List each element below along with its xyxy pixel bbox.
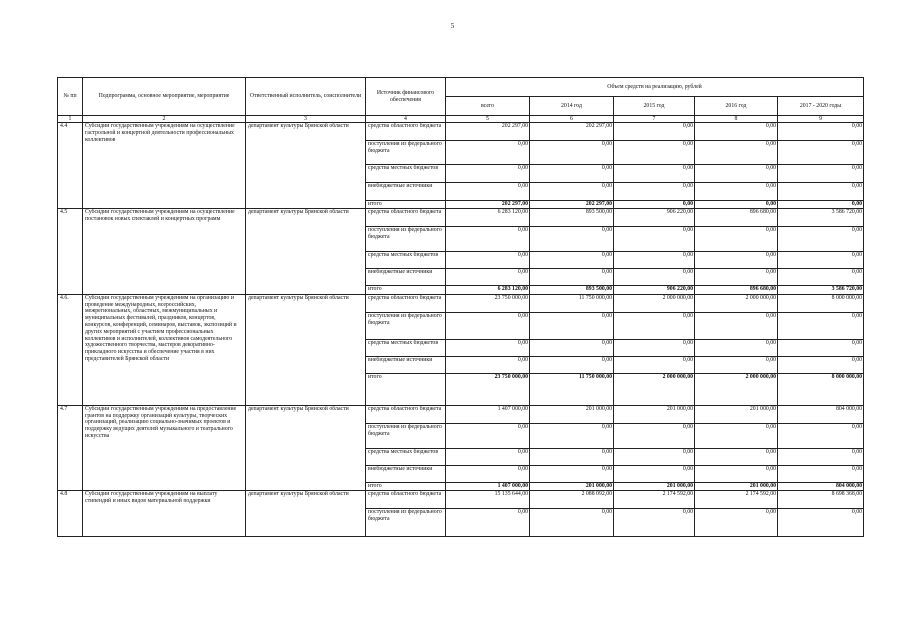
total-value: 0,00 (614, 201, 695, 209)
table-row (58, 123, 864, 141)
funding-source: средства местных бюджетов (366, 448, 446, 465)
funding-source: средства областного бюджета (366, 405, 446, 423)
total-value: 2 000 000,00 (695, 373, 778, 405)
total-value: 1 407 000,00 (446, 482, 530, 490)
amount-value: 0,00 (614, 339, 695, 356)
amount-value: 0,00 (778, 141, 864, 165)
total-value: 893 500,00 (530, 285, 614, 294)
amount-value: 0,00 (530, 165, 614, 183)
executor: департамент культуры Брянской области (246, 405, 366, 490)
amount-value: 0,00 (778, 508, 864, 536)
amount-value: 0,00 (695, 312, 778, 339)
amount-value: 0,00 (695, 251, 778, 268)
amount-value: 0,00 (530, 141, 614, 165)
amount-value: 2 088 092,00 (530, 490, 614, 508)
header-executor: Ответственный исполнитель, соисполнители (246, 78, 366, 116)
total-value: 804 000,00 (778, 482, 864, 490)
header-2015: 2015 год (614, 97, 695, 116)
total-value: 11 750 000,00 (530, 373, 614, 405)
amount-value: 202 297,00 (446, 123, 530, 141)
total-value: 201 000,00 (530, 482, 614, 490)
header-2014: 2014 год (530, 97, 614, 116)
amount-value: 0,00 (614, 356, 695, 373)
total-value: 23 750 000,00 (446, 373, 530, 405)
amount-value: 0,00 (614, 251, 695, 268)
amount-value: 0,00 (778, 268, 864, 285)
amount-value: 0,00 (695, 123, 778, 141)
amount-value: 0,00 (695, 141, 778, 165)
amount-value: 2 174 592,00 (614, 490, 695, 508)
header-volume: Объем средств на реализацию, рублей (446, 78, 864, 97)
amount-value: 0,00 (446, 268, 530, 285)
amount-value: 0,00 (446, 312, 530, 339)
amount-value: 0,00 (446, 423, 530, 448)
column-index: 8 (695, 116, 778, 123)
activity-description: Субсидии государственным учреждениям на выплату стипендий и иных видов материальной поддержки (83, 490, 246, 536)
total-label: итого (366, 285, 446, 294)
amount-value: 201 000,00 (530, 405, 614, 423)
amount-value: 0,00 (530, 339, 614, 356)
amount-value: 0,00 (614, 423, 695, 448)
amount-value: 0,00 (778, 183, 864, 201)
amount-value: 0,00 (614, 183, 695, 201)
amount-value: 2 174 592,00 (695, 490, 778, 508)
total-value: 896 680,00 (695, 285, 778, 294)
amount-value: 8 000 000,00 (778, 294, 864, 312)
amount-value: 0,00 (446, 465, 530, 482)
amount-value: 2 000 000,00 (695, 294, 778, 312)
column-index: 1 (58, 116, 83, 123)
amount-value: 0,00 (695, 448, 778, 465)
funding-source: внебюджетные источники (366, 356, 446, 373)
amount-value: 0,00 (446, 183, 530, 201)
total-label: итого (366, 201, 446, 209)
amount-value: 0,00 (695, 508, 778, 536)
amount-value: 0,00 (530, 251, 614, 268)
amount-value: 893 500,00 (530, 208, 614, 226)
amount-value: 0,00 (695, 423, 778, 448)
amount-value: 0,00 (778, 423, 864, 448)
table-row (58, 405, 864, 423)
amount-value: 0,00 (530, 356, 614, 373)
amount-value: 896 680,00 (695, 208, 778, 226)
amount-value: 0,00 (530, 226, 614, 251)
column-index: 3 (246, 116, 366, 123)
column-index: 4 (366, 116, 446, 123)
row-number: 4.7 (58, 405, 83, 490)
total-value: 201 000,00 (614, 482, 695, 490)
header-total: всего (446, 97, 530, 116)
funding-source: средства областного бюджета (366, 123, 446, 141)
executor: департамент культуры Брянской области (246, 490, 366, 536)
table-row (58, 294, 864, 312)
amount-value: 15 135 644,00 (446, 490, 530, 508)
page-number: 5 (450, 22, 455, 30)
funding-source: поступления из федерального бюджета (366, 312, 446, 339)
amount-value: 0,00 (530, 508, 614, 536)
amount-value: 0,00 (614, 141, 695, 165)
table-body (58, 123, 864, 537)
funding-source: поступления из федерального бюджета (366, 226, 446, 251)
row-number: 4.5 (58, 208, 83, 294)
total-value: 0,00 (778, 201, 864, 209)
column-index: 7 (614, 116, 695, 123)
amount-value: 0,00 (778, 448, 864, 465)
column-index: 9 (778, 116, 864, 123)
amount-value: 0,00 (778, 226, 864, 251)
activity-description: Субсидии государственным учреждениям на осуществление гастрольной и концертной деятельности профессиональных коллективов (83, 123, 246, 209)
row-number: 4.6. (58, 294, 83, 405)
amount-value: 6 283 120,00 (446, 208, 530, 226)
funding-source: средства областного бюджета (366, 294, 446, 312)
header-source: Источник финансового обеспечения (366, 78, 446, 116)
total-value: 8 000 000,00 (778, 373, 864, 405)
amount-value: 202 297,00 (530, 123, 614, 141)
amount-value: 0,00 (530, 268, 614, 285)
funding-source: средства местных бюджетов (366, 339, 446, 356)
amount-value: 0,00 (614, 448, 695, 465)
amount-value: 0,00 (530, 312, 614, 339)
funding-source: поступления из федерального бюджета (366, 141, 446, 165)
executor: департамент культуры Брянской области (246, 123, 366, 209)
amount-value: 0,00 (446, 339, 530, 356)
amount-value: 0,00 (778, 123, 864, 141)
amount-value: 0,00 (778, 251, 864, 268)
funding-source: средства областного бюджета (366, 490, 446, 508)
amount-value: 0,00 (446, 251, 530, 268)
amount-value: 8 698 368,00 (778, 490, 864, 508)
amount-value: 0,00 (695, 183, 778, 201)
amount-value: 0,00 (614, 508, 695, 536)
total-value: 6 283 120,00 (446, 285, 530, 294)
amount-value: 0,00 (446, 356, 530, 373)
funding-source: внебюджетные источники (366, 268, 446, 285)
total-value: 2 000 000,00 (614, 373, 695, 405)
total-value: 3 586 720,00 (778, 285, 864, 294)
total-label: итого (366, 482, 446, 490)
amount-value: 2 000 000,00 (614, 294, 695, 312)
activity-description: Субсидии государственным учреждениям на организацию и проведение международных, всероссийских, межрегиональных, областных, межмуниципальных и муниципальных фестивалей, праздников, концертов, конкурсов, конференций, семинаров, выставок, экспозиций и других мероприятий с участием профессиональных коллективов и исполнителей, коллективов самодеятельного художественного творчества, мастеров декоративно-прикладного искусства и обеспечение участия в них представителей Брянской области (83, 294, 246, 405)
funding-source: средства областного бюджета (366, 208, 446, 226)
amount-value: 0,00 (778, 165, 864, 183)
amount-value: 0,00 (695, 226, 778, 251)
amount-value: 0,00 (695, 268, 778, 285)
amount-value: 0,00 (614, 312, 695, 339)
column-index-row (58, 116, 864, 123)
amount-value: 0,00 (614, 268, 695, 285)
amount-value: 0,00 (695, 356, 778, 373)
amount-value: 1 407 000,00 (446, 405, 530, 423)
column-index: 2 (83, 116, 246, 123)
funding-source: внебюджетные источники (366, 465, 446, 482)
activity-description: Субсидии государственным учреждениям на осуществление постановок новых спектаклей и концертных программ (83, 208, 246, 294)
amount-value: 0,00 (614, 123, 695, 141)
total-value: 201 000,00 (695, 482, 778, 490)
activity-description: Субсидии государственным учреждениям на предоставление грантов на поддержку организаций культуры, творческих организаций, реализацию социально-значимых проектов и поддержку ведущих деятелей музыкального и театрального искусства (83, 405, 246, 490)
funding-source: средства местных бюджетов (366, 165, 446, 183)
amount-value: 0,00 (446, 508, 530, 536)
amount-value: 804 000,00 (778, 405, 864, 423)
amount-value: 0,00 (614, 165, 695, 183)
amount-value: 0,00 (530, 183, 614, 201)
total-value: 0,00 (695, 201, 778, 209)
amount-value: 0,00 (614, 226, 695, 251)
amount-value: 0,00 (695, 465, 778, 482)
amount-value: 0,00 (530, 465, 614, 482)
amount-value: 0,00 (695, 165, 778, 183)
funding-table (57, 77, 864, 537)
column-index: 6 (530, 116, 614, 123)
header-no: № пп (58, 78, 83, 116)
header-2016: 2016 год (695, 97, 778, 116)
total-label: итого (366, 373, 446, 405)
funding-source: внебюджетные источники (366, 183, 446, 201)
amount-value: 0,00 (446, 165, 530, 183)
amount-value: 0,00 (446, 141, 530, 165)
table-row (58, 208, 864, 226)
row-number: 4.4 (58, 123, 83, 209)
header-program: Подпрограмма, основное мероприятие, мероприятие (83, 78, 246, 116)
funding-source: поступления из федерального бюджета (366, 508, 446, 536)
table-header (58, 78, 864, 123)
header-2017-2020: 2017 - 2020 годы (778, 97, 864, 116)
funding-source: поступления из федерального бюджета (366, 423, 446, 448)
amount-value: 3 586 720,00 (778, 208, 864, 226)
amount-value: 0,00 (778, 339, 864, 356)
amount-value: 0,00 (446, 448, 530, 465)
total-value: 202 297,00 (530, 201, 614, 209)
amount-value: 0,00 (778, 356, 864, 373)
table-row (58, 490, 864, 508)
amount-value: 201 000,00 (614, 405, 695, 423)
amount-value: 11 750 000,00 (530, 294, 614, 312)
amount-value: 201 000,00 (695, 405, 778, 423)
row-number: 4.8 (58, 490, 83, 536)
amount-value: 23 750 000,00 (446, 294, 530, 312)
executor: департамент культуры Брянской области (246, 294, 366, 405)
total-value: 906 220,00 (614, 285, 695, 294)
amount-value: 0,00 (446, 226, 530, 251)
column-index: 5 (446, 116, 530, 123)
amount-value: 0,00 (614, 465, 695, 482)
amount-value: 0,00 (695, 339, 778, 356)
amount-value: 0,00 (530, 448, 614, 465)
executor: департамент культуры Брянской области (246, 208, 366, 294)
amount-value: 0,00 (778, 465, 864, 482)
amount-value: 0,00 (530, 423, 614, 448)
total-value: 202 297,00 (446, 201, 530, 209)
funding-source: средства местных бюджетов (366, 251, 446, 268)
amount-value: 0,00 (778, 312, 864, 339)
amount-value: 906 220,00 (614, 208, 695, 226)
